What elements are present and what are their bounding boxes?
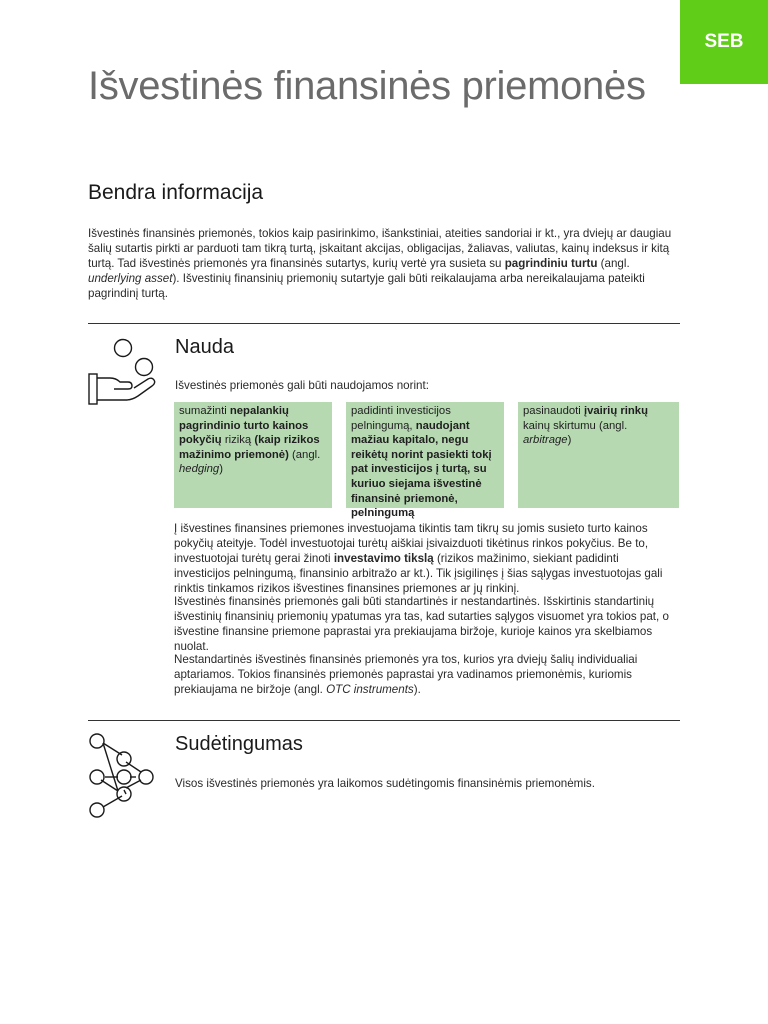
benefit-box-arbitrage: pasinaudoti įvairių rinkų kainų skirtumu (angl. arbitrage) [518,402,679,508]
general-paragraph: Išvestinės finansinės priemonės, tokios kaip pasirinkimo, išankstiniai, ateities sandoriai ir kt., yra dviejų ar daugiau šalių sutartis pirkti ar parduoti tam tikrą turtą, įskaitant akcijas, obligacijas, žaliavas, valiutas, kainų indeksus ir kitą turtą. Tad išvestinės priemonės yra finansinės sutartys, kurių vertė yra susieta su pagrindiniu turtu (angl. underlying asset). Išvestinių finansinių priemonių sutartyje gali būti reikalaujama arba nereikalaujama pateikti pagrindinį turtą. [88,227,672,300]
divider [88,323,680,324]
section-heading-general: Bendra informacija [88,181,264,204]
benefit-paragraph-2: Išvestinės finansinės priemonės gali būti standartinės ir nestandartinės. Išskirtinis standartinių išvestinių finansinių priemonių ypatumas yra tas, kad sutarties sąlygos visuomet yra tokios pat, o išvestine finansine priemone paprastai yra prekiaujama biržoje, kurioje kainos yra skelbiamos nuolat. [174,595,669,653]
logo-text: SEB [704,31,744,52]
benefit-paragraph-3: Nestandartinės išvestinės finansinės priemonės yra tos, kurios yra dviejų šalių individualiai aptariamos. Tokios finansinės priemonės paprastai yra vadinamos priemonėmis, kuriomis prekiaujama ne biržoje (angl. OTC instruments). [174,653,638,696]
complexity-text: Visos išvestinės priemonės yra laikomos sudėtingomis finansinėmis priemonėmis. [175,777,595,790]
network-nodes-icon [86,732,162,820]
section-heading-benefit: Nauda [175,336,234,358]
benefit-box-hedging: sumažinti nepalankių pagrindinio turto kainos pokyčių riziką (kaip rizikos mažinimo priemonė) (angl. hedging) [174,402,332,508]
page-title: Išvestinės finansinės priemonės [88,64,646,108]
benefit-paragraph-1: Į išvestines finansines priemones investuojama tikintis tam tikrų su jomis susieto turto kainos pokyčių ateityje. Todėl investuotojai turėtų aiškiai įsivaizduoti tikėtinus rinkos pokyčius. Be to, investuotojai turėtų gerai žinoti investavimo tikslą (rizikos mažinimo, siekiant padidinti investicijos pelningumą, finansinio arbitražo ar kt.). Tik įsigilinęs į šias sąlygas investuotojas gali rinktis tinkamos rizikos išvestines finansines priemones ar jų rinkinį. [174,522,663,595]
benefit-box-leverage: padidinti investicijos pelningumą, naudojant mažiau kapitalo, negu reikėtų norint pasiekti tokį pat investicijos į turtą, su kuriuo siejama išvestinė finansinė priemonė, pelningumą [346,402,504,508]
benefit-intro: Išvestinės priemonės gali būti naudojamos norint: [175,379,429,392]
section-heading-complexity: Sudėtingumas [175,733,303,755]
hand-coins-icon [86,336,162,410]
seb-logo [680,0,768,84]
divider [88,720,680,721]
